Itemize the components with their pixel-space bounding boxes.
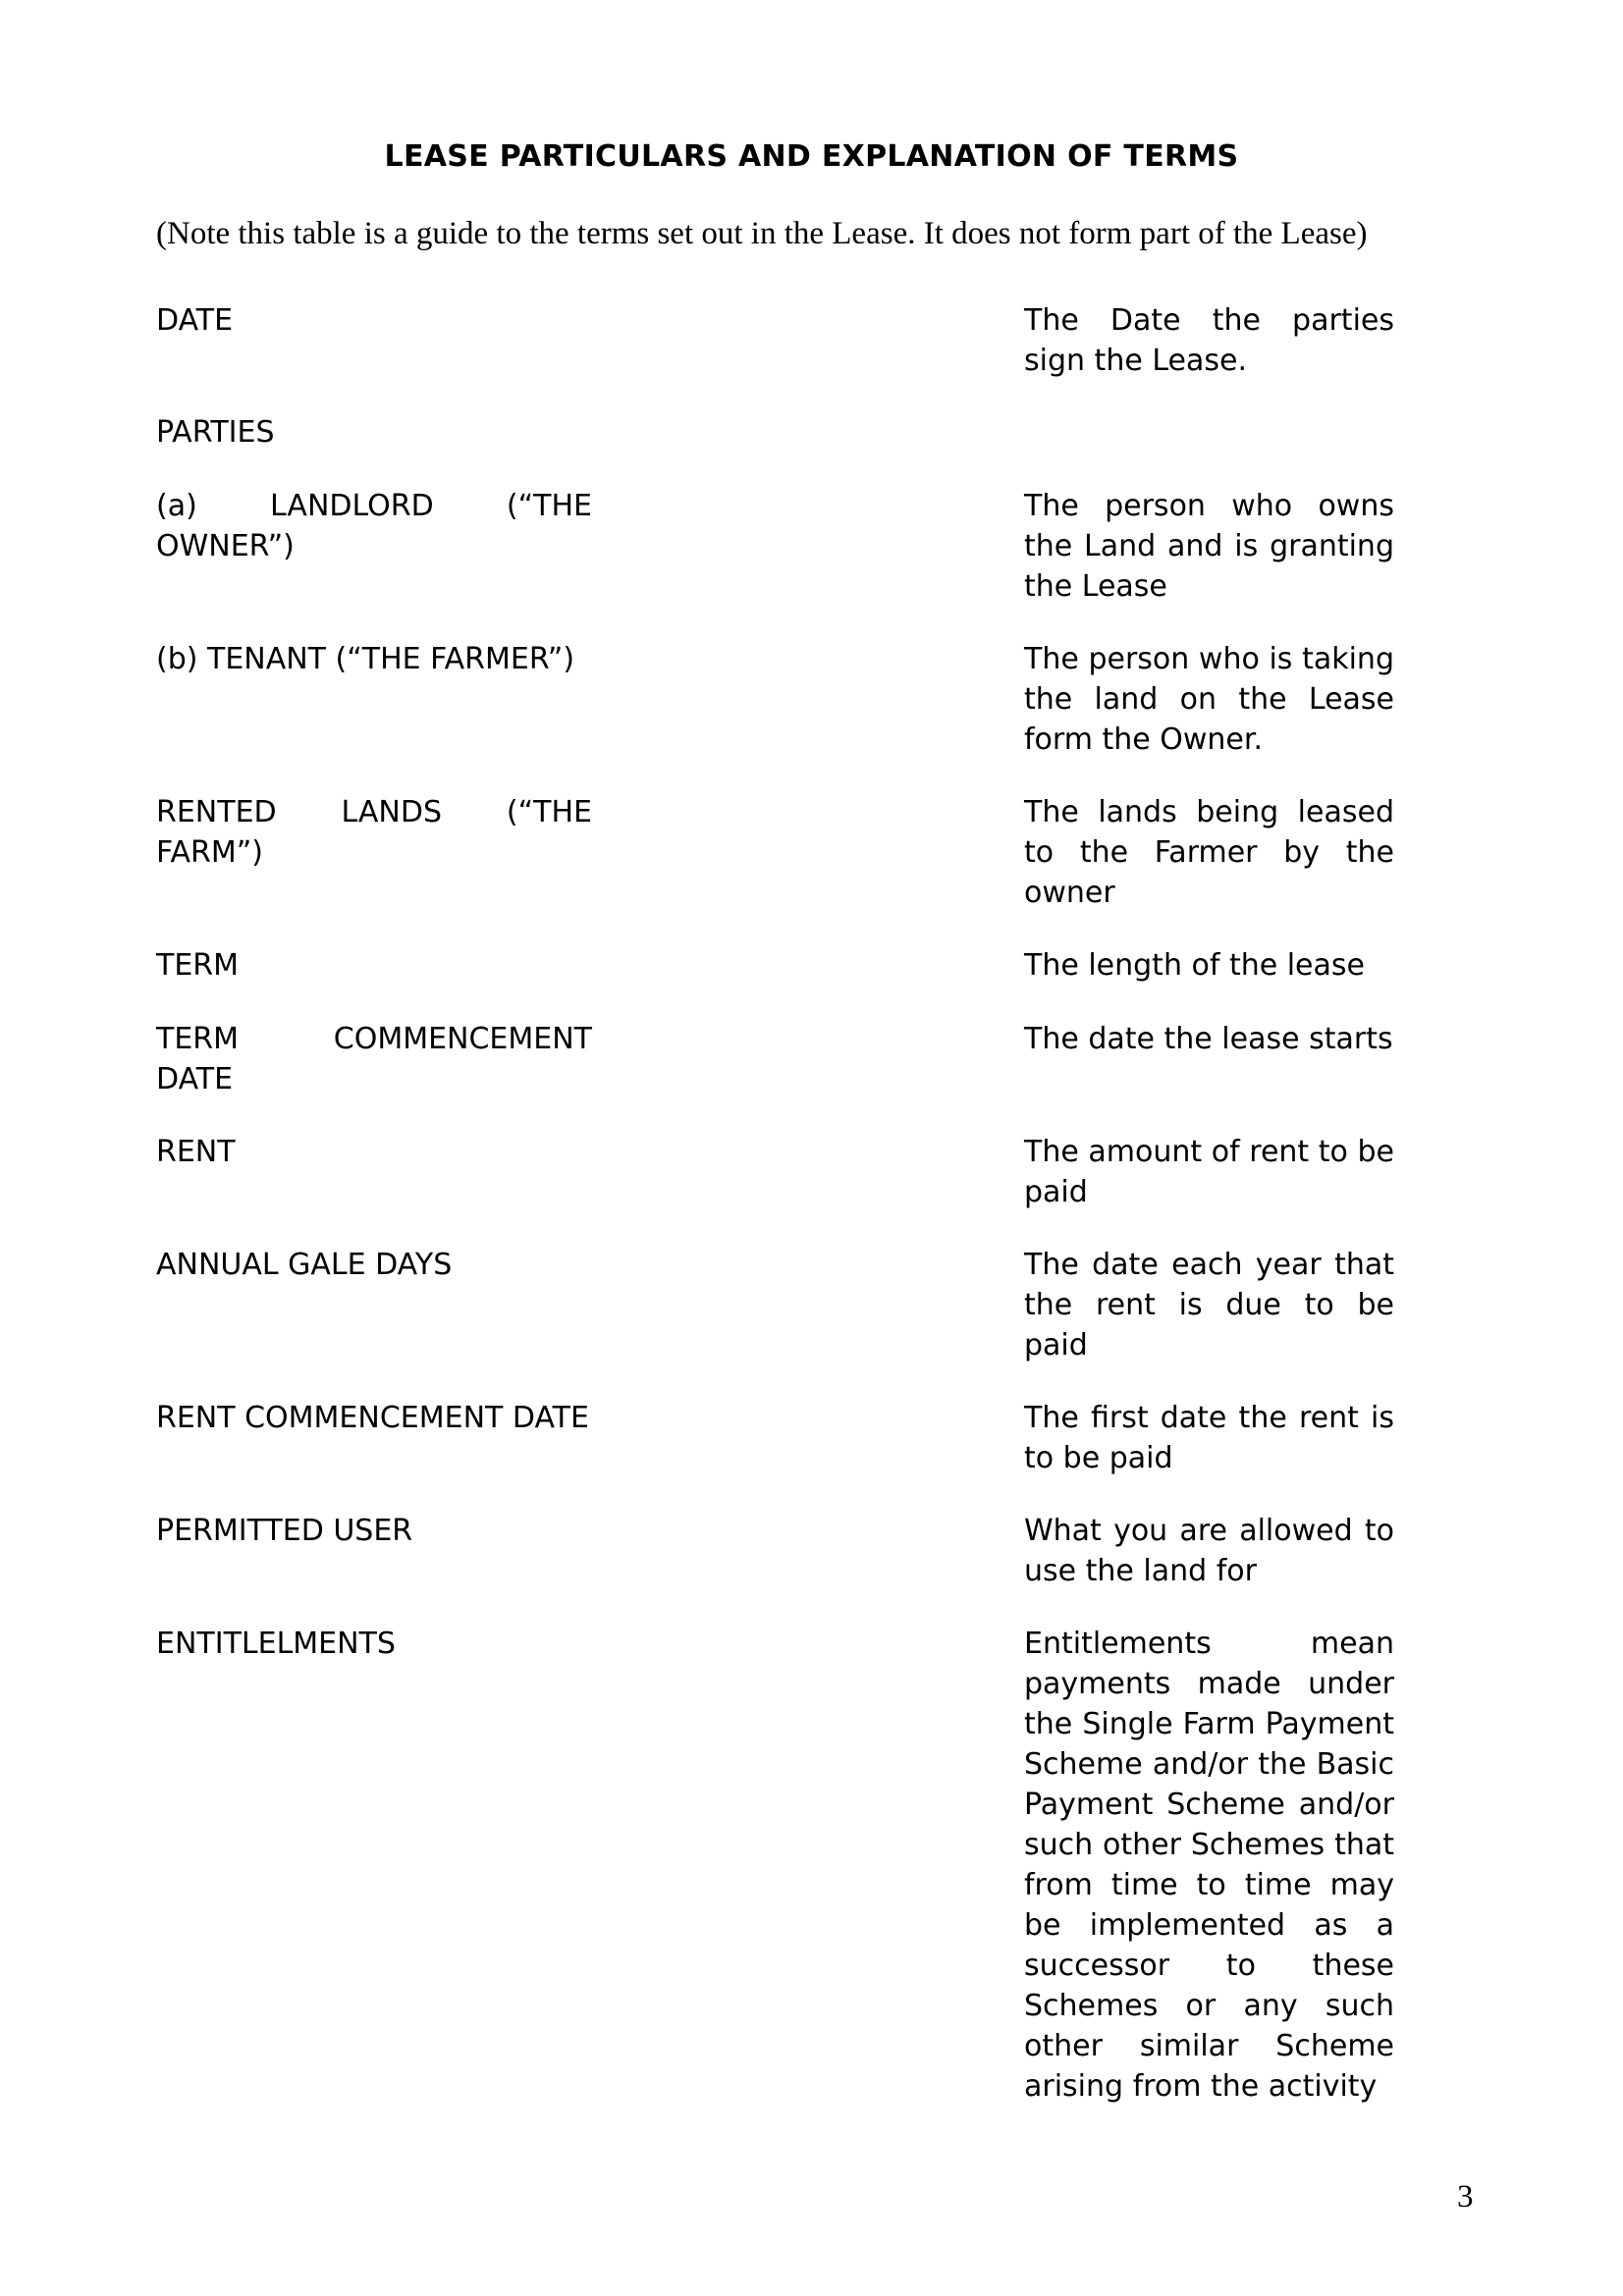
- term-label: ANNUAL GALE DAYS: [156, 1248, 453, 1282]
- term-label: TERM COMMENCEMENT DATE: [156, 1022, 592, 1096]
- term-definition: The first date the rent is to be paid: [1024, 1401, 1394, 1475]
- term-definition: The date the lease starts: [1024, 1022, 1393, 1056]
- term-definition: The length of the lease: [1024, 948, 1365, 983]
- term-definition: The Date the parties sign the Lease.: [1024, 303, 1394, 378]
- term-label: RENTED LANDS (“THE FARM”): [156, 795, 592, 870]
- term-label: RENT COMMENCEMENT DATE: [156, 1401, 589, 1435]
- term-definition: The person who is taking the land on the Lease form the Owner.: [1024, 642, 1394, 757]
- term-label: DATE: [156, 303, 234, 338]
- term-definition: The lands being leased to the Farmer by the owner: [1024, 795, 1394, 910]
- term-label: TERM: [156, 948, 240, 983]
- term-label: RENT: [156, 1135, 236, 1169]
- term-definition: Entitlements mean payments made under the Single Farm Payment Scheme and/or the Basic Payment Scheme and/or such other Schemes that from time to time may be implemented as a successor to these Schemes or any such other similar Scheme arising from the activity: [1024, 1627, 1394, 2104]
- term-label: (b) TENANT (“THE FARMER”): [156, 642, 575, 676]
- term-label: ENTITLELMENTS: [156, 1627, 396, 1661]
- term-definition: What you are allowed to use the land for: [1024, 1514, 1394, 1588]
- term-definition: The person who owns the Land and is granting the Lease: [1024, 489, 1394, 604]
- term-label: (a) LANDLORD (“THE OWNER”): [156, 489, 592, 563]
- guide-note: (Note this table is a guide to the terms set out in the Lease. It does not form part of the Lease): [156, 216, 1368, 251]
- page-title: LEASE PARTICULARS AND EXPLANATION OF TERMS: [384, 139, 1239, 174]
- page-number: 3: [1457, 2179, 1474, 2215]
- term-definition: The date each year that the rent is due to be paid: [1024, 1248, 1394, 1362]
- term-label: PERMITTED USER: [156, 1514, 413, 1548]
- term-label: PARTIES: [156, 415, 275, 450]
- term-definition: The amount of rent to be paid: [1024, 1135, 1394, 1209]
